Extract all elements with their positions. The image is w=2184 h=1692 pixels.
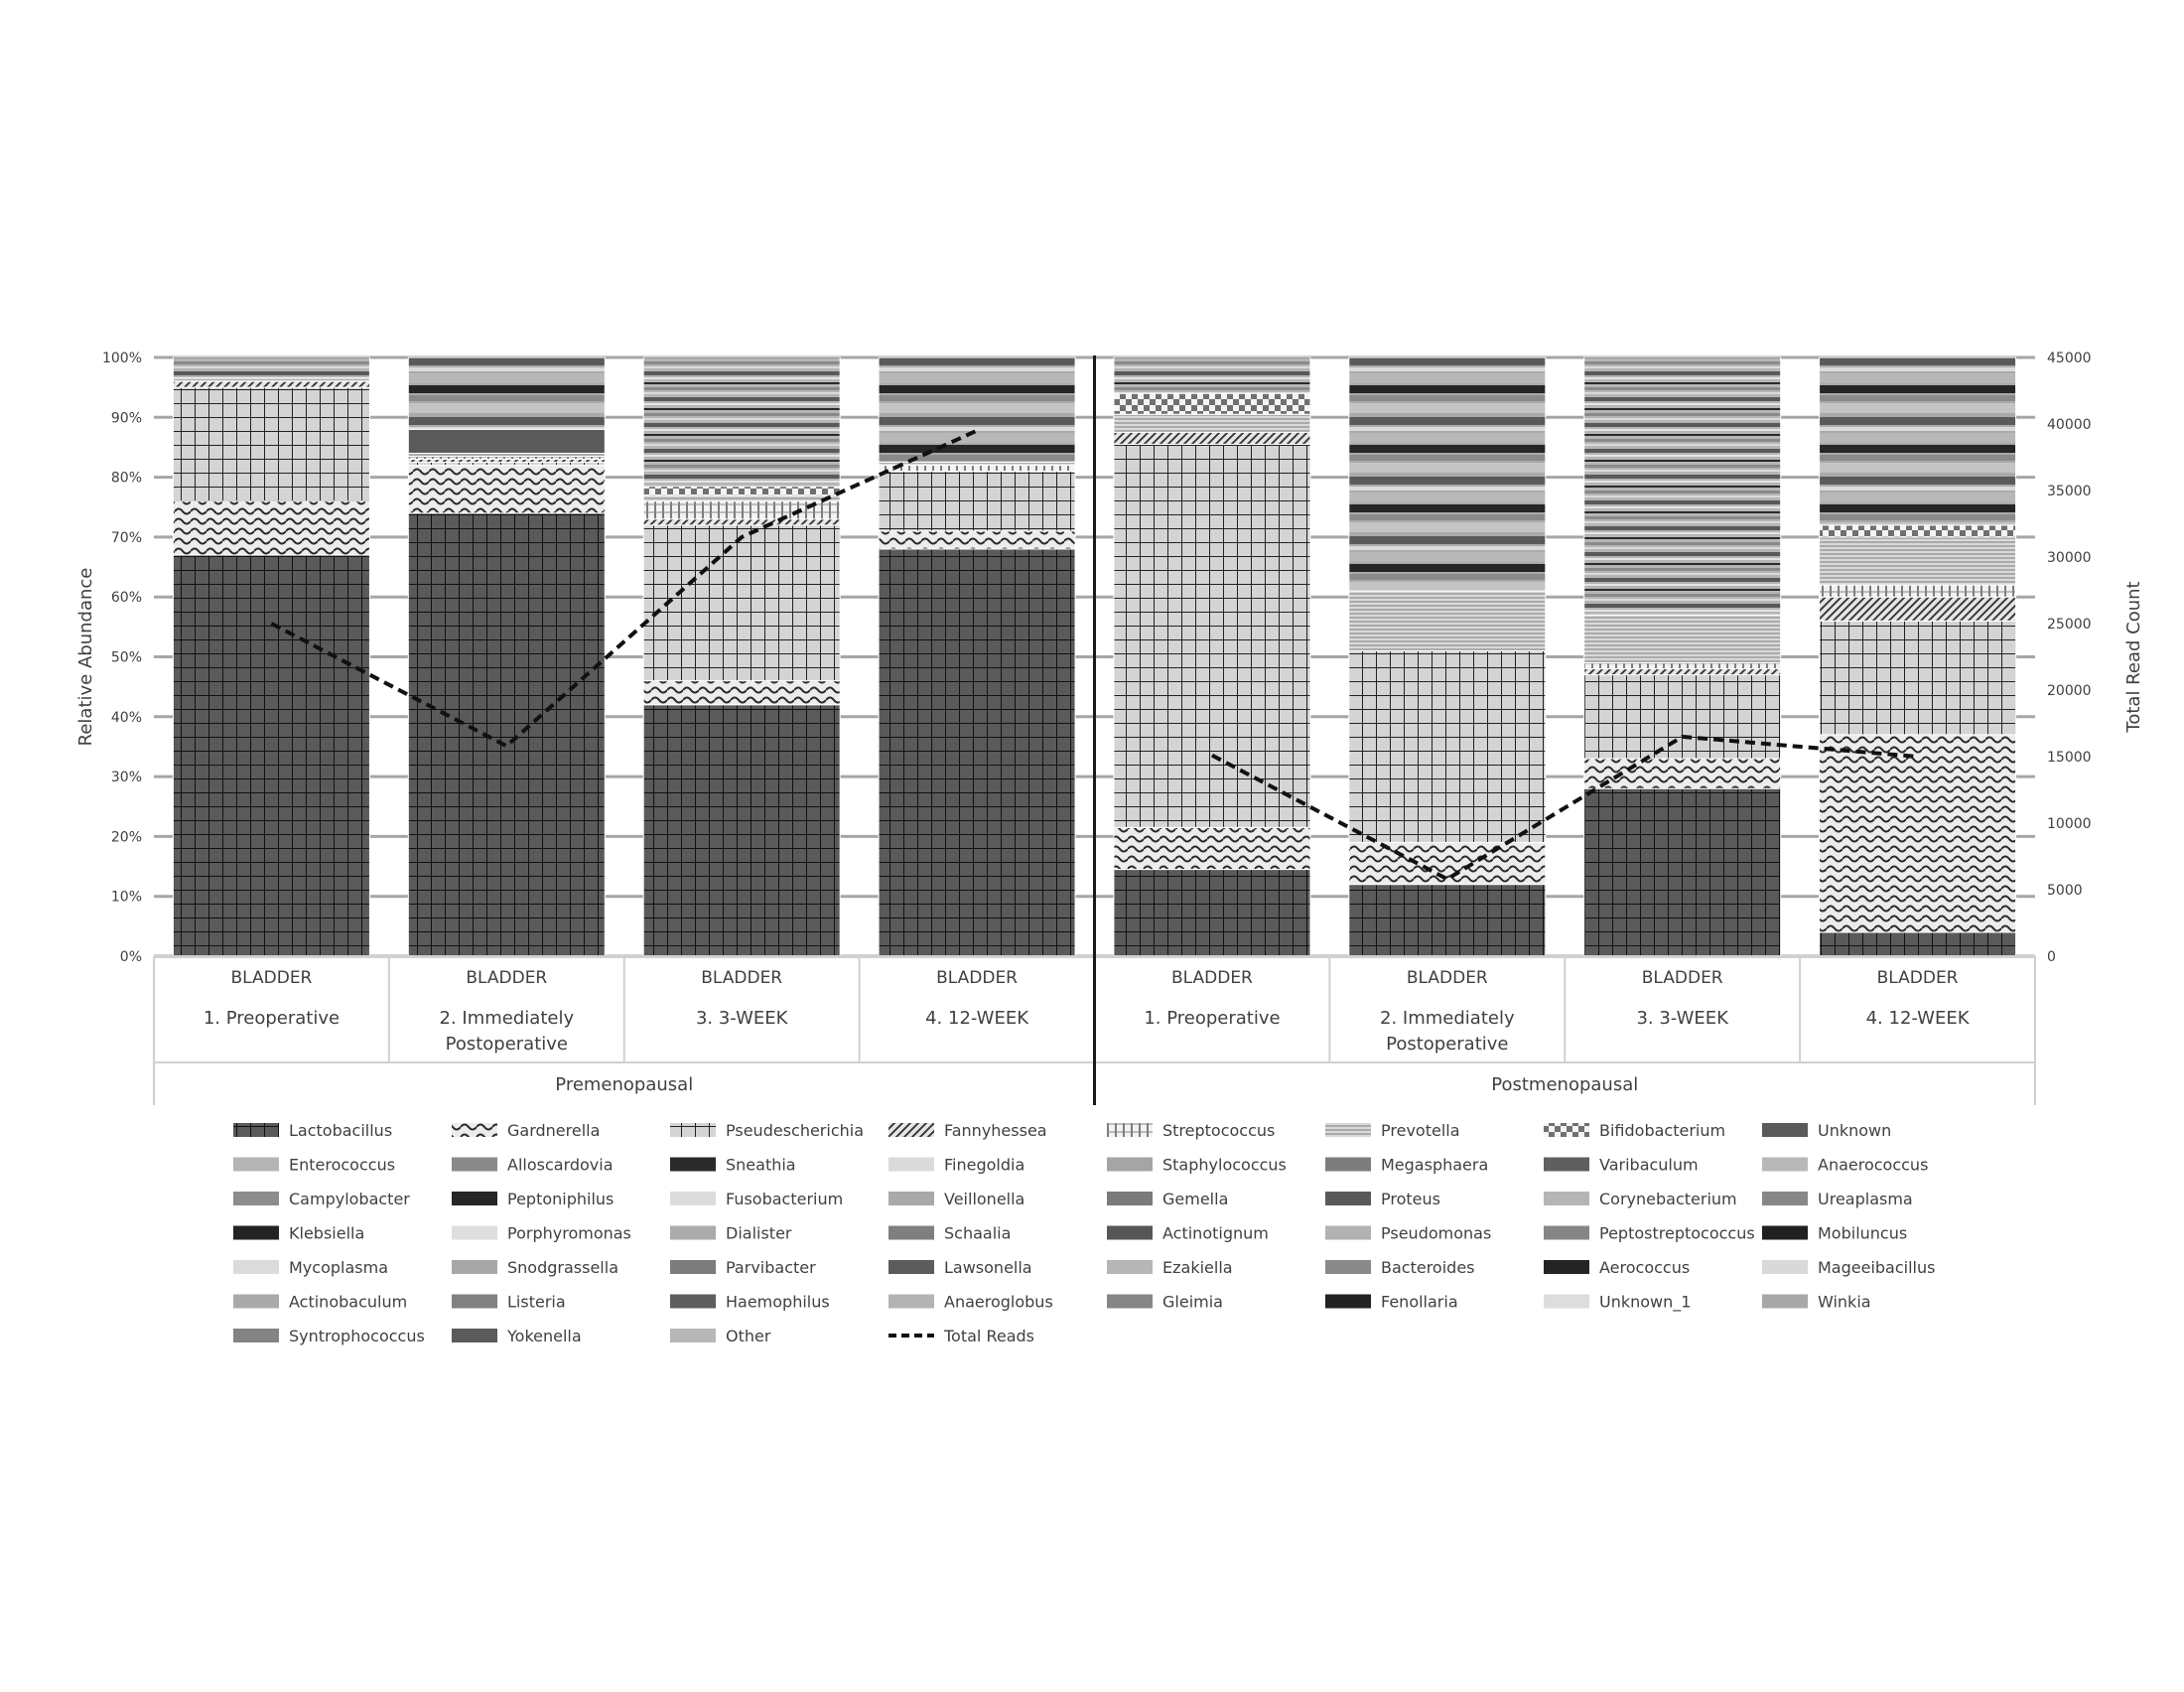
legend-swatch [1544, 1226, 1589, 1240]
legend-swatch [233, 1329, 279, 1342]
bar-segment-lactobacillus [1820, 932, 2016, 956]
bar-segment-pseudescherichia [643, 525, 840, 681]
legend-swatch [888, 1260, 934, 1274]
legend-swatch [888, 1123, 934, 1137]
category-tissue-label: BLADDER [1171, 968, 1253, 988]
legend-swatch [1544, 1192, 1589, 1205]
legend-label: Streptococcus [1162, 1121, 1275, 1140]
bar-segment-lactobacillus [879, 549, 1075, 956]
legend-item [670, 1156, 796, 1175]
legend-item [452, 1224, 631, 1243]
category-timepoint-label: 2. Immediately Postoperative [440, 1008, 575, 1055]
legend-label: Campylobacter [289, 1190, 410, 1208]
legend-item [1762, 1293, 1871, 1312]
y-tick-label: 30% [111, 770, 142, 785]
legend-label: Unknown_1 [1599, 1293, 1691, 1313]
category-tissue-label: BLADDER [1877, 968, 1959, 988]
legend-item [670, 1190, 843, 1208]
category-tissue-label: BLADDER [1407, 968, 1488, 988]
legend-item [670, 1224, 792, 1243]
y2-tick-label: 25000 [2047, 617, 2092, 633]
legend-item [1762, 1258, 1935, 1277]
y2-tick-label: 20000 [2047, 683, 2092, 699]
legend-item [233, 1327, 425, 1345]
legend-label: Unknown [1818, 1121, 1891, 1140]
legend-swatch [452, 1192, 497, 1205]
legend-swatch [452, 1226, 497, 1240]
legend-label: Fannyhessea [944, 1121, 1047, 1140]
group-label: Postmenopausal [1491, 1074, 1638, 1095]
bar-segment-fannyhessea [173, 381, 369, 387]
legend-item [1107, 1258, 1233, 1277]
bar-segment-prevotella [1584, 615, 1781, 662]
category-timepoint-label: 4. 12-WEEK [925, 1008, 1029, 1029]
legend-item [1762, 1121, 1891, 1140]
bar-segment-bifidobacterium [643, 487, 840, 495]
legend-swatch [888, 1192, 934, 1205]
legend-swatch [670, 1226, 716, 1240]
y-tick-label: 80% [111, 471, 142, 487]
bar-segment-lactobacillus [408, 513, 605, 956]
legend-label: Fusobacterium [726, 1190, 843, 1208]
legend-item [670, 1121, 864, 1140]
bar-segment-other [1584, 357, 1781, 615]
legend-label: Anaeroglobus [944, 1293, 1053, 1312]
bar-segment-gardnerella [1114, 827, 1310, 869]
legend-label: Other [726, 1327, 771, 1345]
legend-label: Listeria [507, 1293, 566, 1312]
bar-segment-fannyhessea [1820, 597, 2016, 621]
bar-segment-gardnerella [1349, 842, 1546, 884]
legend-item [1107, 1121, 1275, 1140]
legend-label: Klebsiella [289, 1224, 364, 1243]
legend-swatch [1325, 1123, 1371, 1137]
bar-segment-gardnerella [1584, 759, 1781, 788]
legend-item [1544, 1258, 1690, 1277]
legend-item [233, 1258, 388, 1277]
bar-segment-other [1114, 357, 1310, 393]
legend-label: Haemophilus [726, 1293, 830, 1312]
bar-segment-unknown [408, 429, 605, 453]
bar-segment-other [1820, 357, 2016, 525]
bar-segment-pseudescherichia [173, 387, 369, 501]
legend-swatch [1325, 1158, 1371, 1172]
legend-swatch [1762, 1158, 1808, 1172]
bar-segment-fannyhessea [643, 519, 840, 525]
legend-label: Gleimia [1162, 1293, 1223, 1312]
bar-segment-gardnerella [879, 531, 1075, 549]
legend-swatch [1107, 1295, 1153, 1309]
legend-label: Megasphaera [1381, 1156, 1488, 1175]
legend-swatch [1107, 1226, 1153, 1240]
legend-label: Pseudescherichia [726, 1121, 864, 1140]
legend-item [1762, 1224, 1907, 1243]
legend-swatch [1762, 1295, 1808, 1309]
legend-item [233, 1224, 364, 1243]
legend-label: Schaalia [944, 1224, 1011, 1243]
bar-segment-prevotella [1349, 591, 1546, 650]
y-axis-title: Relative Abundance [75, 568, 96, 747]
category-tissue-label: BLADDER [936, 968, 1018, 988]
legend-item [233, 1190, 410, 1208]
y-tick-label: 60% [111, 590, 142, 606]
bar-segment-lactobacillus [173, 555, 369, 956]
bar-segment-prevotella [1114, 414, 1310, 432]
y-tick-label: 20% [111, 829, 142, 845]
legend-item [452, 1258, 618, 1277]
y-tick-label: 40% [111, 710, 142, 726]
legend-item [888, 1327, 1034, 1345]
y-tick-label: 90% [111, 410, 142, 426]
legend-item [1544, 1224, 1755, 1243]
legend-item [452, 1121, 600, 1140]
bar-segment-bifidobacterium [1114, 393, 1310, 414]
legend-swatch [1107, 1260, 1153, 1274]
bar-segment-pseudescherichia [1114, 444, 1310, 827]
legend-label: Yokenella [506, 1327, 582, 1345]
legend-item [1325, 1293, 1458, 1312]
legend-swatch [233, 1295, 279, 1309]
legend-swatch [670, 1329, 716, 1342]
y-tick-label: 70% [111, 530, 142, 546]
legend-swatch [1325, 1295, 1371, 1309]
bar-segment-streptococcus [1820, 585, 2016, 597]
category-timepoint-label: 3. 3-WEEK [696, 1008, 789, 1029]
legend-swatch [888, 1295, 934, 1309]
legend-item [888, 1190, 1024, 1208]
legend-label: Pseudomonas [1381, 1224, 1491, 1243]
bar-segment-pseudescherichia [1820, 621, 2016, 735]
category-timepoint-label: 4. 12-WEEK [1866, 1008, 1971, 1029]
bar-segment-other [173, 357, 369, 378]
legend-label: Mobiluncus [1818, 1224, 1907, 1243]
legend-label: Veillonella [944, 1190, 1024, 1208]
legend-label: Gardnerella [507, 1121, 600, 1140]
legend-swatch [452, 1123, 497, 1137]
legend-swatch [233, 1158, 279, 1172]
legend-label: Lactobacillus [289, 1121, 392, 1140]
legend-label: Aerococcus [1599, 1258, 1690, 1277]
legend-swatch [233, 1123, 279, 1137]
legend-label: Anaerococcus [1818, 1156, 1928, 1175]
category-timepoint-label: 1. Preoperative [1144, 1008, 1280, 1029]
legend-item [888, 1258, 1032, 1277]
legend-item [1762, 1190, 1913, 1208]
category-tissue-label: BLADDER [230, 968, 312, 988]
bar-segment-other [1349, 357, 1546, 591]
legend-swatch [1544, 1295, 1589, 1309]
legend-item [1544, 1121, 1725, 1140]
legend-item [670, 1327, 771, 1345]
bar-segment-gardnerella [408, 466, 605, 513]
legend-label: Ureaplasma [1818, 1190, 1913, 1208]
legend-swatch [670, 1260, 716, 1274]
legend-item [233, 1121, 392, 1140]
y2-tick-label: 5000 [2047, 883, 2083, 899]
legend-item [452, 1293, 566, 1312]
y2-tick-label: 45000 [2047, 351, 2092, 366]
bar-segment-gardnerella [1820, 735, 2016, 932]
legend-item [233, 1156, 395, 1175]
legend-swatch [1762, 1226, 1808, 1240]
legend-swatch [670, 1123, 716, 1137]
legend-item [233, 1293, 407, 1312]
legend-swatch [233, 1192, 279, 1205]
legend-item [888, 1224, 1011, 1243]
legend-swatch [233, 1260, 279, 1274]
category-tissue-label: BLADDER [701, 968, 782, 988]
legend-label: Mycoplasma [289, 1258, 388, 1277]
legend-label: Actinotignum [1162, 1224, 1269, 1243]
bar-segment-other [643, 357, 840, 487]
legend-item [888, 1121, 1047, 1140]
legend-swatch [1325, 1192, 1371, 1205]
legend-label: Staphylococcus [1162, 1156, 1287, 1175]
legend-item [1325, 1156, 1488, 1175]
y-tick-label: 100% [102, 351, 142, 366]
legend-label: Alloscardovia [507, 1156, 614, 1175]
legend-swatch [1325, 1226, 1371, 1240]
bar-segment-lactobacillus [1584, 788, 1781, 956]
y2-tick-label: 35000 [2047, 484, 2092, 499]
legend-item [1762, 1156, 1928, 1175]
legend-swatch [452, 1260, 497, 1274]
y2-tick-label: 10000 [2047, 816, 2092, 832]
legend-swatch [1762, 1260, 1808, 1274]
y2-tick-label: 0 [2047, 949, 2056, 965]
y2-axis-title: Total Read Count [2123, 581, 2144, 733]
legend-label: Peptoniphilus [507, 1190, 614, 1208]
bar-segment-lactobacillus [1114, 870, 1310, 956]
legend-label: Lawsonella [944, 1258, 1032, 1277]
legend-swatch [1762, 1192, 1808, 1205]
legend-label: Total Reads [943, 1327, 1034, 1345]
bar-segment-lactobacillus [1349, 885, 1546, 956]
legend-item [1107, 1224, 1269, 1243]
legend-item [1107, 1190, 1228, 1208]
legend-label: Varibaculum [1599, 1156, 1699, 1175]
y2-tick-label: 40000 [2047, 417, 2092, 433]
legend-item [670, 1258, 816, 1277]
y2-tick-label: 15000 [2047, 750, 2092, 766]
legend-label: Corynebacterium [1599, 1190, 1737, 1208]
category-tissue-label: BLADDER [1642, 968, 1723, 988]
category-timepoint-label: 3. 3-WEEK [1636, 1008, 1729, 1029]
legend-item [1325, 1190, 1440, 1208]
legend-label: Gemella [1162, 1190, 1228, 1208]
legend-swatch [452, 1158, 497, 1172]
legend-label: Enterococcus [289, 1156, 395, 1175]
legend-item [452, 1327, 582, 1345]
legend-label: Sneathia [726, 1156, 796, 1175]
legend-swatch [1107, 1123, 1153, 1137]
legend-item [670, 1293, 830, 1312]
legend-item [1325, 1224, 1491, 1243]
bar-segment-pseudescherichia [1584, 675, 1781, 759]
legend-label: Syntrophococcus [289, 1327, 425, 1345]
bar-segment-gardnerella [643, 681, 840, 705]
bar-segment-lactobacillus [643, 705, 840, 956]
bar-segment-fannyhessea [1114, 432, 1310, 444]
bar-segment-other [408, 357, 605, 429]
legend-swatch [1544, 1260, 1589, 1274]
legend-item [1325, 1258, 1475, 1277]
legend-swatch [1762, 1123, 1808, 1137]
bar-segment-prevotella [1820, 537, 2016, 585]
legend-swatch [888, 1226, 934, 1240]
legend-item [888, 1293, 1053, 1312]
bar-segment-bifidobacterium [1820, 525, 2016, 537]
legend-label: Bacteroides [1381, 1258, 1475, 1277]
legend-label: Porphyromonas [507, 1224, 631, 1243]
category-timepoint-label: 2. Immediately Postoperative [1380, 1008, 1515, 1055]
legend-label: Winkia [1818, 1293, 1871, 1312]
bar-segment-pseudescherichia [879, 472, 1075, 531]
legend-swatch [1325, 1260, 1371, 1274]
bar-segment-gardnerella [173, 501, 369, 555]
legend-label: Bifidobacterium [1599, 1121, 1725, 1140]
legend-swatch [452, 1295, 497, 1309]
legend-label: Snodgrassella [507, 1258, 618, 1277]
bar-segment-prevotella [643, 495, 840, 501]
bar-segment-streptococcus [879, 466, 1075, 472]
y-tick-label: 50% [111, 650, 142, 666]
legend-label: Prevotella [1381, 1121, 1460, 1140]
legend-item [1544, 1190, 1737, 1208]
legend-item [888, 1156, 1024, 1175]
bar-segment-pseudescherichia [1349, 650, 1546, 842]
legend-swatch [670, 1192, 716, 1205]
legend-label: Peptostreptococcus [1599, 1224, 1755, 1243]
legend-item [452, 1190, 614, 1208]
legend-item [1325, 1121, 1460, 1140]
y-tick-label: 10% [111, 890, 142, 906]
legend-swatch [452, 1329, 497, 1342]
group-label: Premenopausal [555, 1074, 693, 1095]
legend-label: Fenollaria [1381, 1293, 1458, 1312]
legend-swatch [1107, 1192, 1153, 1205]
bar-segment-fannyhessea [1584, 669, 1781, 675]
legend-label: Dialister [726, 1224, 792, 1243]
bar-segment-streptococcus [1584, 663, 1781, 669]
legend-label: Ezakiella [1162, 1258, 1233, 1277]
y-tick-label: 0% [120, 949, 142, 965]
legend-swatch [233, 1226, 279, 1240]
legend-label: Finegoldia [944, 1156, 1024, 1175]
legend-swatch [1544, 1158, 1589, 1172]
legend-item [1107, 1156, 1287, 1175]
legend-swatch [670, 1295, 716, 1309]
legend-label: Proteus [1381, 1190, 1440, 1208]
legend-swatch [888, 1158, 934, 1172]
category-tissue-label: BLADDER [466, 968, 547, 988]
legend-label: Parvibacter [726, 1258, 816, 1277]
legend-swatch [1544, 1123, 1589, 1137]
legend-label: Actinobaculum [289, 1293, 407, 1312]
legend-item [452, 1156, 614, 1175]
legend-item [1107, 1293, 1223, 1312]
legend-item [1544, 1293, 1691, 1313]
legend-item [1544, 1156, 1699, 1175]
y2-tick-label: 30000 [2047, 550, 2092, 566]
total-reads-line-2 [1212, 737, 1918, 879]
legend-swatch [1107, 1158, 1153, 1172]
legend-swatch [670, 1158, 716, 1172]
bar-segment-other [879, 357, 1075, 463]
legend-label: Mageeibacillus [1818, 1258, 1935, 1277]
category-timepoint-label: 1. Preoperative [204, 1008, 340, 1029]
